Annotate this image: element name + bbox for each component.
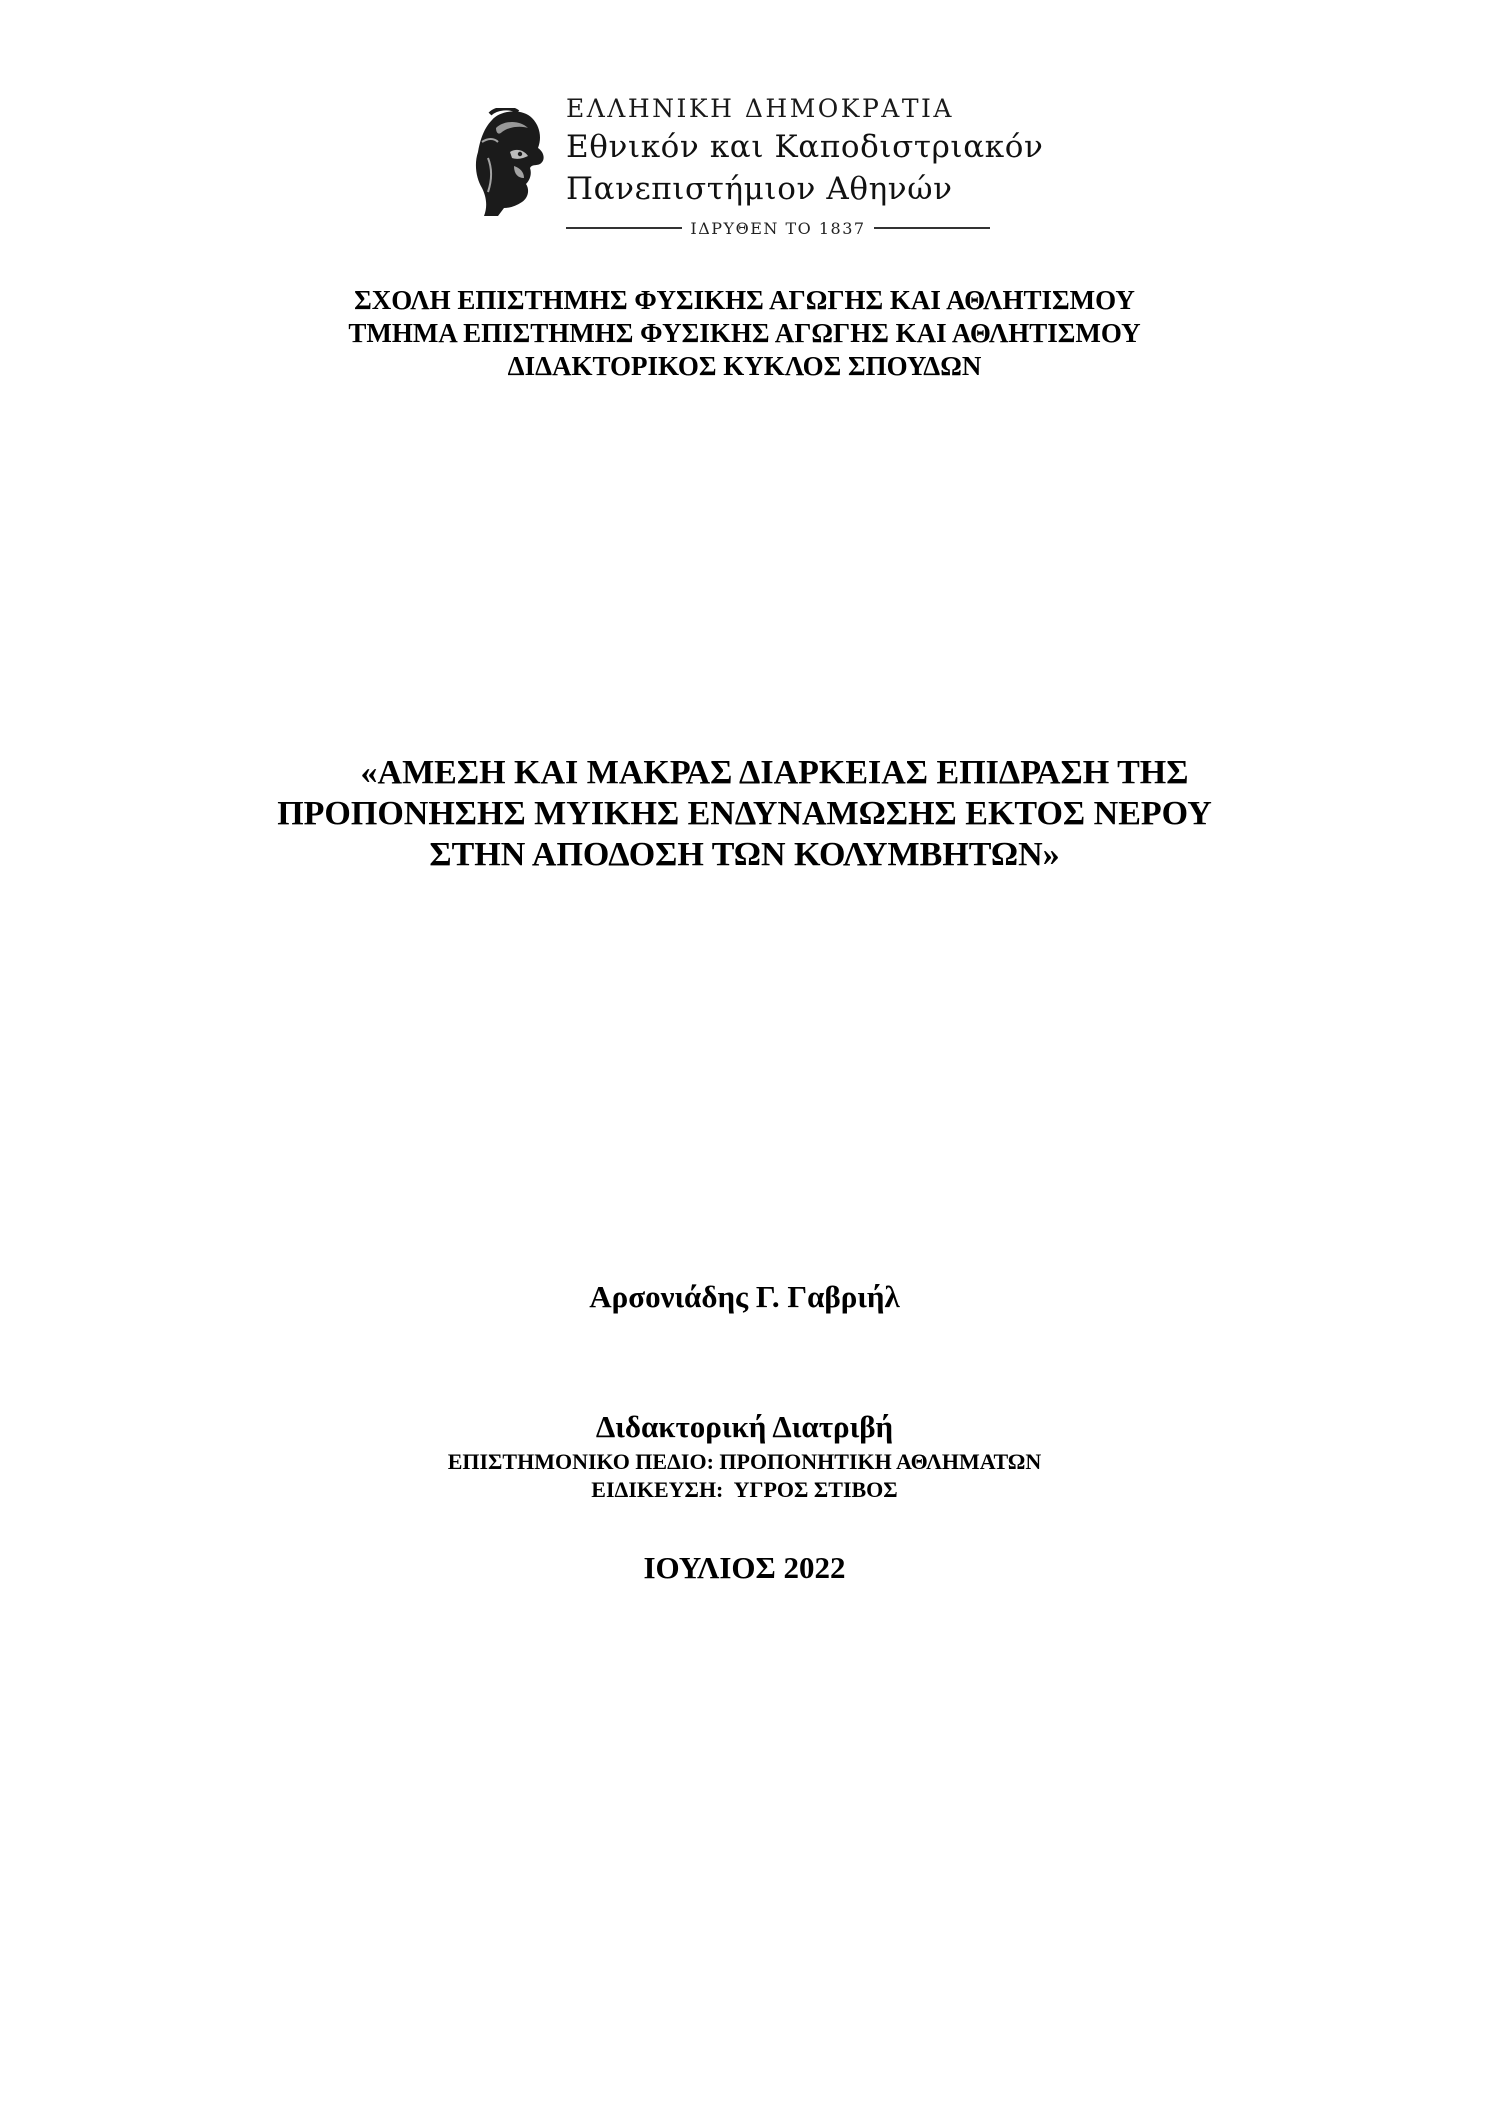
founded-rule-right — [874, 227, 990, 229]
title-line-1: «ΑΜΕΣΗ ΚΑΙ ΜΑΚΡΑΣ ΔΙΑΡΚΕΙΑΣ ΕΠΙΔΡΑΣΗ ΤΗΣ — [360, 754, 1189, 791]
university-letterhead — [470, 92, 1110, 242]
title-line-3: ΣΤΗΝ ΑΠΟΔΟΣΗ ΤΩΝ ΚΟΛΥΜΒΗΤΩΝ» — [429, 836, 1060, 873]
program-name: ΔΙΔΑΚΤΟΡΙΚΟΣ ΚΥΚΛΟΣ ΣΠΟΥΔΩΝ — [507, 351, 982, 381]
title-line-2: ΠΡΟΠΟΝΗΣΗΣ ΜΥΙΚΗΣ ΕΝΔΥΝΑΜΩΣΗΣ ΕΚΤΟΣ ΝΕΡΟΥ — [277, 795, 1212, 832]
university-name-line1: Εθνικόν και Καποδιστριακόν — [566, 129, 1044, 165]
school-header — [0, 284, 1489, 383]
dissertation-title — [0, 752, 1489, 875]
athena-head-icon — [470, 108, 552, 218]
founded-line — [566, 216, 990, 240]
founded-label: ΙΔΡΥΘΕΝ ΤΟ 1837 — [690, 218, 866, 238]
department-name: ΤΜΗΜΑ ΕΠΙΣΤΗΜΗΣ ΦΥΣΙΚΗΣ ΑΓΩΓΗΣ ΚΑΙ ΑΘΛΗΤΙΣΜΟΥ — [348, 318, 1141, 348]
founded-rule-left — [566, 227, 682, 229]
country-name: ΕΛΛΗΝΙΚΗ ΔΗΜΟΚΡΑΤΙΑ — [566, 94, 954, 123]
thesis-info — [0, 1408, 1489, 1504]
letterhead-text — [566, 92, 1106, 240]
specialization: ΕΙΔΙΚΕΥΣΗ: ΥΓΡΟΣ ΣΤΙΒΟΣ — [591, 1477, 898, 1502]
thesis-type: Διδακτορική Διατριβή — [595, 1409, 894, 1444]
faculty-name: ΣΧΟΛΗ ΕΠΙΣΤΗΜΗΣ ΦΥΣΙΚΗΣ ΑΓΩΓΗΣ ΚΑΙ ΑΘΛΗΤΙΣΜΟΥ — [354, 285, 1135, 315]
submission-date: ΙΟΥΛΙΟΣ 2022 — [643, 1550, 846, 1585]
university-name-line2: Πανεπιστήμιον Αθηνών — [566, 171, 953, 207]
author-name: Αρσονιάδης Γ. Γαβριήλ — [589, 1279, 900, 1314]
scientific-field: ΕΠΙΣΤΗΜΟΝΙΚΟ ΠΕΔΙΟ: ΠΡΟΠΟΝΗΤΙΚΗ ΑΘΛΗΜΑΤΩΝ — [447, 1449, 1042, 1474]
